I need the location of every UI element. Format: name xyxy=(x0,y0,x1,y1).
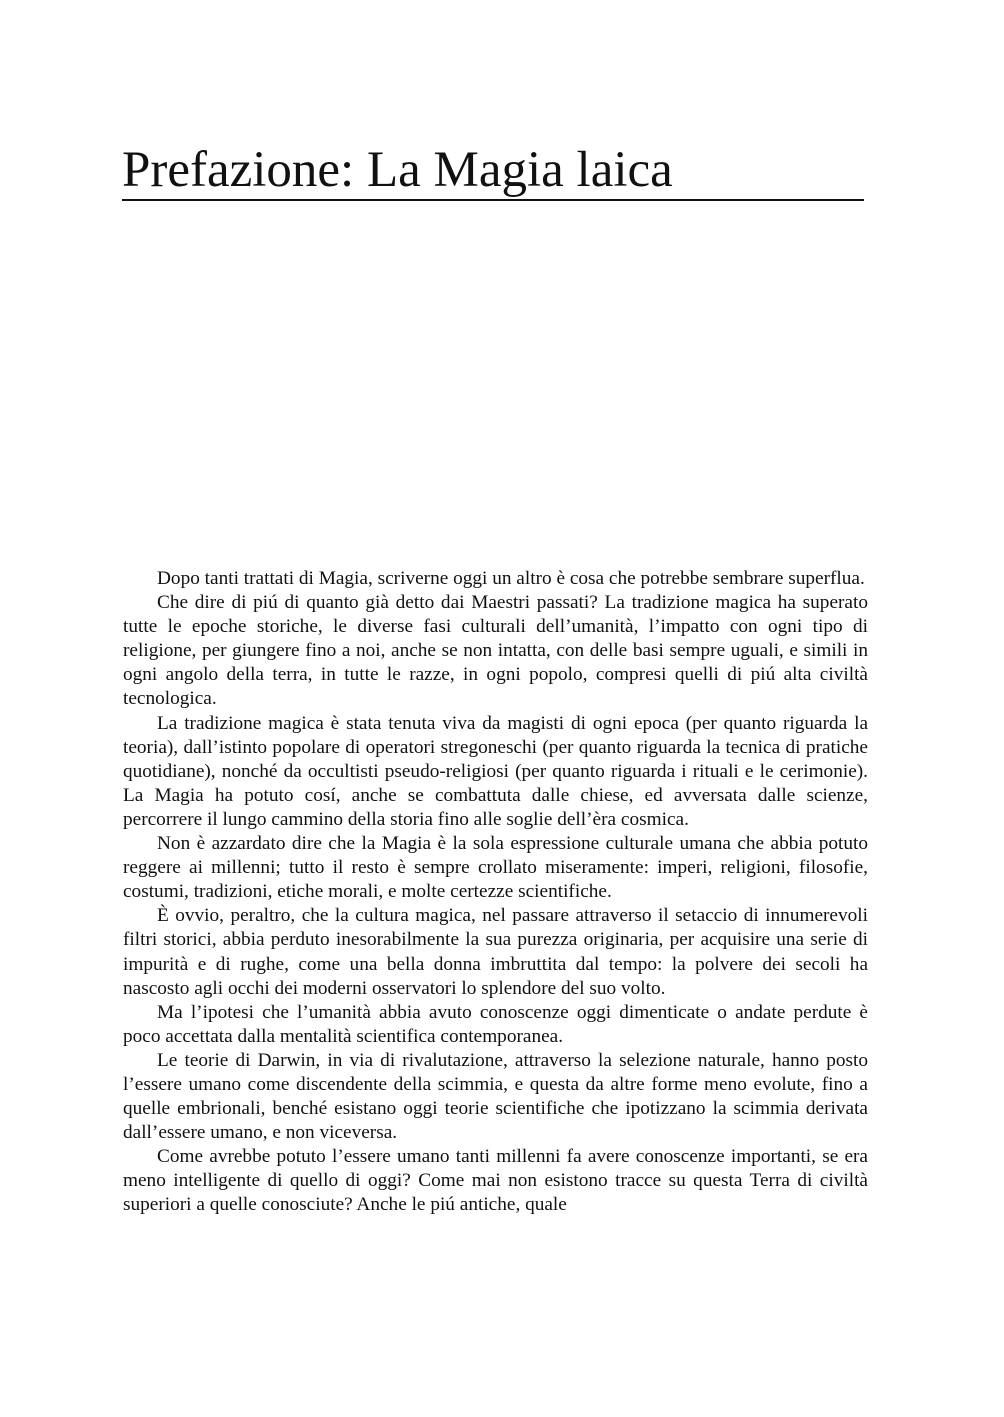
paragraph: Che dire di piú di quanto già detto dai Maestri passati? La tradizione magica ha superato tutte le epoche storiche, le diverse fasi culturali dell’umanità, l’impatto con ogni tipo di religione, per giungere fino a noi, anche se non intatta, con delle basi sempre uguali, e simili in ogni angolo della terra, in tutte le razze, in ogni popolo, compresi quelli di piú alta civiltà tecnologica. xyxy=(123,592,868,710)
paragraph: Dopo tanti trattati di Magia, scriverne oggi un altro è cosa che potrebbe sembrare superflua. xyxy=(157,568,865,589)
paragraph: Ma l’ipotesi che l’umanità abbia avuto conoscenze oggi dimenticate o andate perdute è poco accettata dalla mentalità scientifica contemporanea. xyxy=(123,1001,868,1047)
chapter-title: Prefazione: La Magia laica xyxy=(122,142,673,198)
paragraph: Le teorie di Darwin, in via di rivalutazione, attraverso la selezione naturale, hanno posto l’essere umano come discendente della scimmia, e questa da altre forme meno evolute, fino a quelle embrionali, benché esistano oggi teorie scientifiche che ipotizzano la scimmia derivata dall’essere umano, e non viceversa. xyxy=(123,1049,868,1144)
paragraph: La tradizione magica è stata tenuta viva da magisti di ogni epoca (per quanto riguarda la teoria), dall’istinto popolare di operatori stregoneschi (per quanto riguarda la tecnica di pratiche quotidiane), nonché da occultisti pseudo-religiosi (per quanto riguarda i rituali e le cerimonie). La Magia ha potuto cosí, anche se combattuta dalle chiese, ed avversata dalle scienze, percorrere il lungo cammino della storia fino alle soglie dell’èra cosmica. xyxy=(123,712,868,830)
paragraph: Come avrebbe potuto l’essere umano tanti millenni fa avere conoscenze importanti, se era meno intelligente di quello di oggi? Come mai non esistono tracce su questa Terra di civiltà superiori a quelle conosciute? Anche le piú antiche, quale xyxy=(123,1146,868,1216)
paragraph: Non è azzardato dire che la Magia è la sola espressione culturale umana che abbia potuto reggere ai millenni; tutto il resto è sempre crollato miseramente: imperi, religioni, filosofie, costumi, tradizioni, etiche morali, e molte certezze scientifiche. xyxy=(123,833,868,903)
body-text xyxy=(123,567,868,1218)
title-underline xyxy=(122,199,864,201)
paragraph: È ovvio, peraltro, che la cultura magica, nel passare attraverso il setaccio di innumerevoli filtri storici, abbia perduto inesorabilmente la sua purezza originaria, per acquisire una serie di impurità e di rughe, come una bella donna imbruttita dal tempo: la polvere dei secoli ha nascosto agli occhi dei moderni osservatori lo splendore del suo volto. xyxy=(123,905,868,999)
